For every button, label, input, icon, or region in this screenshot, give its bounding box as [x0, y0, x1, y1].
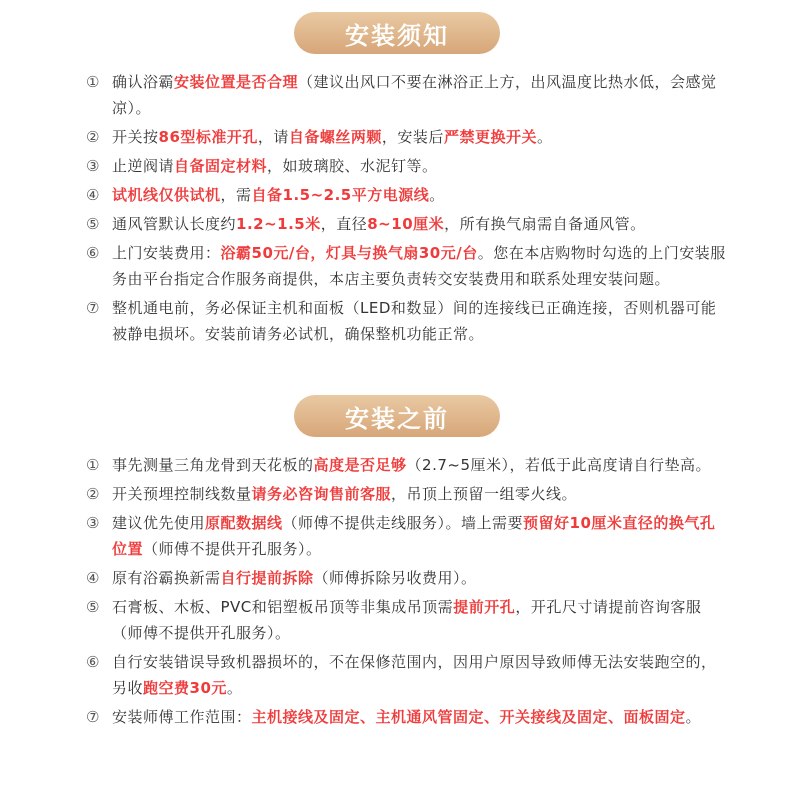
highlight-text: 自备1.5~2.5平方电源线: [251, 186, 430, 204]
item-number: ③: [86, 157, 100, 175]
item-number: ⑥: [86, 244, 100, 262]
item-text: [112, 704, 726, 730]
plain-text: （师傅不提供走线服务）。墙上需要: [282, 514, 524, 532]
plain-text: ，需: [220, 186, 252, 204]
section-title-install-notes: 安装须知: [294, 12, 500, 54]
plain-text: 开关按: [112, 128, 159, 146]
list-item: [86, 452, 726, 478]
highlight-text: 原配数据线: [205, 514, 283, 532]
highlight-text: 8~10厘米: [367, 215, 445, 233]
plain-text: ，如玻璃胶、水泥钉等。: [267, 157, 438, 175]
plain-text: 。: [226, 679, 243, 697]
item-number: ⑤: [86, 215, 100, 233]
list-item: [86, 295, 726, 347]
item-text: [112, 565, 726, 591]
plain-text: 止逆阀请: [112, 157, 175, 175]
plain-text: 开关预埋控制线数量: [112, 485, 252, 503]
plain-text: 安装师傅工作范围：: [112, 708, 252, 726]
item-number: ⑤: [86, 598, 100, 616]
install-notes-list: [86, 69, 726, 350]
list-item: [86, 481, 726, 507]
item-number: ⑥: [86, 653, 100, 671]
highlight-text: 86型标准开孔: [158, 128, 258, 146]
highlight-text: 高度是否足够: [313, 456, 407, 474]
item-text: [112, 240, 726, 292]
plain-text: 通风管默认长度约: [112, 215, 237, 233]
list-item: [86, 565, 726, 591]
list-item: [86, 182, 726, 208]
plain-text: ，直径: [320, 215, 368, 233]
plain-text: 确认浴霸: [112, 73, 175, 91]
plain-text: （建议出风口不要在淋浴正上方，出风温度比热水低，会感觉凉）。: [112, 73, 717, 117]
section-title-before-install: 安装之前: [294, 395, 500, 437]
list-item: [86, 704, 726, 730]
plain-text: ，安装后: [381, 128, 444, 146]
highlight-text: 1.2~1.5米: [236, 215, 321, 233]
item-text: [112, 182, 726, 208]
item-number: ①: [86, 456, 100, 474]
highlight-text: 安装位置是否合理: [174, 73, 299, 91]
item-number: ①: [86, 73, 100, 91]
item-number: ⑦: [86, 299, 100, 317]
plain-text: 。您在本店购物时勾选的上门安装服务由平台指定合作服务商提供，本店主要负责转交安装费用和联系处理安装问题。: [112, 244, 726, 288]
item-text: [112, 452, 726, 478]
plain-text: 事先测量三角龙骨到天花板的: [112, 456, 314, 474]
plain-text: ，请: [257, 128, 289, 146]
highlight-text: 请务必咨询售前客服: [251, 485, 392, 503]
item-text: [112, 295, 726, 347]
item-number: ②: [86, 128, 100, 146]
plain-text: 原有浴霸换新需: [112, 569, 221, 587]
item-number: ④: [86, 569, 100, 587]
list-item: [86, 69, 726, 121]
plain-text: 上门安装费用：: [112, 244, 221, 262]
list-item: [86, 240, 726, 292]
plain-text: 石膏板、木板、PVC和铝塑板吊顶等非集成吊顶需: [112, 598, 454, 616]
list-item: [86, 124, 726, 150]
list-item: [86, 211, 726, 237]
plain-text: 自行安装错误导致机器损坏的，不在保修范围内，因用户原因导致师傅无法安装跑空的，另收: [112, 653, 717, 697]
list-item: [86, 594, 726, 646]
list-item: [86, 153, 726, 179]
item-text: [112, 510, 726, 562]
plain-text: ，所有换气扇需自备通风管。: [444, 215, 646, 233]
item-text: [112, 211, 726, 237]
item-number: ②: [86, 485, 100, 503]
list-item: [86, 649, 726, 701]
plain-text: （师傅拆除另收费用）。: [313, 569, 477, 587]
plain-text: ，开孔尺寸请提前咨询客服（师傅不提供开孔服务）。: [112, 598, 702, 642]
item-text: [112, 69, 726, 121]
plain-text: （师傅不提供开孔服务）。: [143, 540, 322, 558]
highlight-text: 自备固定材料: [174, 157, 268, 175]
plain-text: 。: [536, 128, 553, 146]
before-install-list: [86, 452, 726, 733]
plain-text: ，吊顶上预留一组零火线。: [391, 485, 578, 503]
highlight-text: 严禁更换开关: [443, 128, 537, 146]
item-text: [112, 649, 726, 701]
highlight-text: 主机接线及固定、主机通风管固定、开关接线及固定、面板固定: [251, 708, 686, 726]
highlight-text: 试机线仅供试机: [112, 186, 221, 204]
highlight-text: 提前开孔: [453, 598, 516, 616]
plain-text: 。: [685, 708, 702, 726]
item-number: ③: [86, 514, 100, 532]
highlight-text: 浴霸50元/台，灯具与换气扇30元/台: [220, 244, 478, 262]
item-number: ⑦: [86, 708, 100, 726]
highlight-text: 自行提前拆除: [220, 569, 314, 587]
highlight-text: 预留好10厘米直径的换气孔位置: [112, 514, 716, 558]
item-number: ④: [86, 186, 100, 204]
list-item: [86, 510, 726, 562]
plain-text: 。: [429, 186, 445, 204]
plain-text: （2.7~5厘米），若低于此高度请自行垫高。: [406, 456, 711, 474]
item-text: [112, 481, 726, 507]
item-text: [112, 124, 726, 150]
highlight-text: 自备螺丝两颗: [288, 128, 382, 146]
item-text: [112, 594, 726, 646]
item-text: [112, 153, 726, 179]
plain-text: 整机通电前，务必保证主机和面板（LED和数显）间的连接线已正确连接，否则机器可能被静电损坏。安装前请务必试机，确保整机功能正常。: [112, 299, 717, 343]
plain-text: 建议优先使用: [112, 514, 206, 532]
highlight-text: 跑空费30元: [143, 679, 227, 697]
